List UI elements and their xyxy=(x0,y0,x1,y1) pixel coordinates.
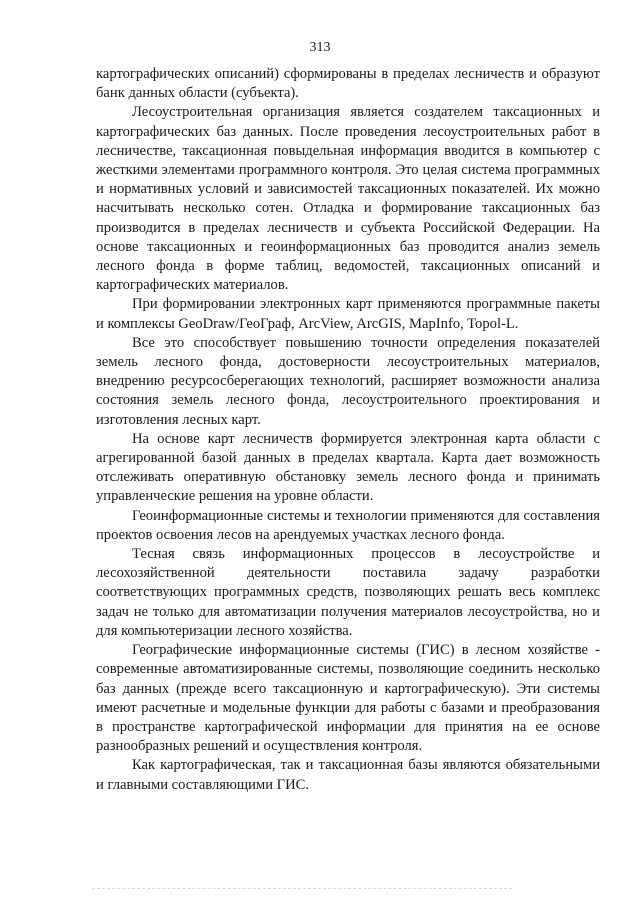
scan-artifact-line xyxy=(92,888,512,889)
paragraph: Все это способствует повышению точности определения показателей земель лесного фонда, достоверности лесоустроительных материалов, внедрению ресурсосберегающих технологий, расширяет возможности анализа состояния земель лесного фонда, лесоустроительного проектирования и изготовления лесных карт. xyxy=(96,334,600,428)
paragraph: Тесная связь информационных процессов в лесоустройстве и лесохозяйственной деятельности поставила задачу разработки соответствующих программных средств, позволяющих решать весь комплекс задач не только для автоматизации получения материалов лесоустройства, но и для компьютеризации лесного хозяйства. xyxy=(96,546,600,639)
paragraph: Геоинформационные системы и технологии применяются для составления проектов освоения лесов на арендуемых участках лесного фонда. xyxy=(96,507,600,543)
paragraph: При формировании электронных карт применяются программные пакеты и комплексы GeoDraw/ГеоГраф, ArcView, ArcGIS, MapInfo, Topol-L. xyxy=(96,296,600,332)
paragraph: Лесоустроительная организация является создателем таксационных и картографических баз данных. После проведения лесоустроительных работ в лесничестве, таксационная повыдельная информация вводится в компьютер с жесткими элементами программного контроля. Это целая система программных и нормативных условий и зависимостей таксационных показателей. Их можно насчитывать несколько сотен. Отладка и формирование таксационных баз производится в пределах лесничеств и субъекта Российской Федерации. На основе таксационных и геоинформационных баз проводится анализ земель лесного фонда в форме таблиц, ведомостей, таксационных описаний и картографических материалов. xyxy=(96,104,600,294)
body-text xyxy=(96,65,600,795)
paragraph: На основе карт лесничеств формируется электронная карта области с агрегированной базой данных в пределах квартала. Карта дает возможность отслеживать оперативную обстановку земель лесного фонда и принимать управленческие решения на уровне области. xyxy=(96,430,600,505)
page-number: 313 xyxy=(309,40,331,55)
paragraph: Географические информационные системы (ГИС) в лесном хозяйстве - современные автоматизированные системы, позволяющие соединить несколько баз данных (прежде всего таксационную и картографическую). Эти системы имеют расчетные и модельные функции для работы с базами и преобразования в пространстве картографической информации для принятия на ее основе разнообразных решений и осуществления контроля. xyxy=(96,642,600,755)
paragraph-continuation: картографических описаний) сформированы в пределах лесничеств и образуют банк данных области (субъекта). xyxy=(96,66,600,102)
paragraph: Как картографическая, так и таксационная базы являются обязательными и главными составляющими ГИС. xyxy=(96,757,600,793)
